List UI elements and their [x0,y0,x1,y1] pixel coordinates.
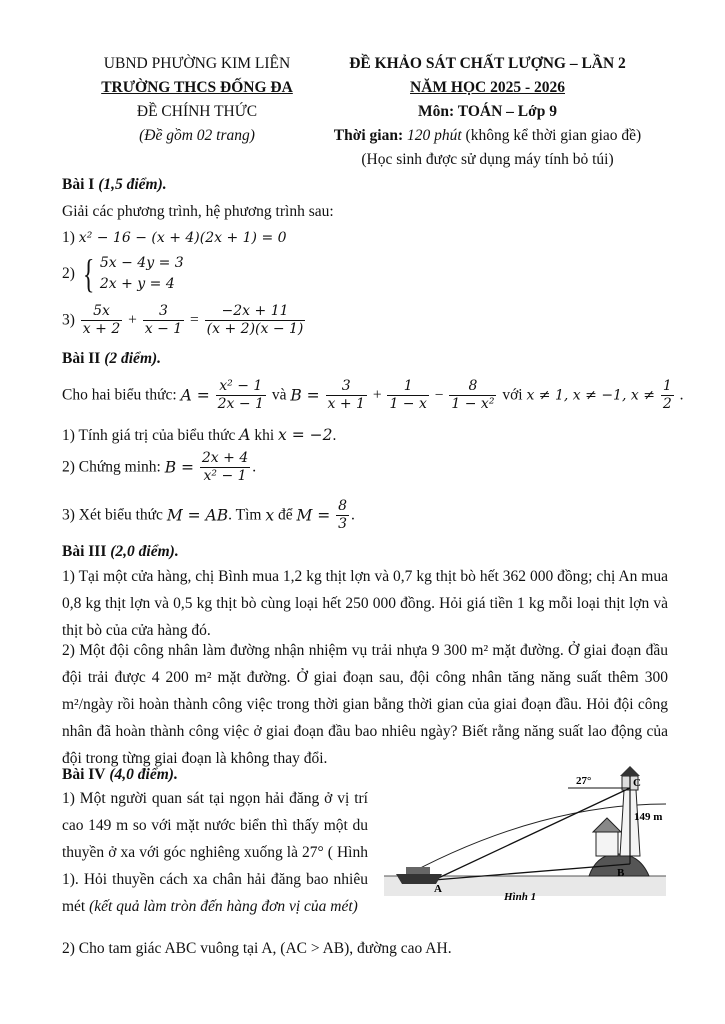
angle-label: 27° [576,775,592,787]
bai2-intro: Cho hai biểu thức: A = $\frac{\text{x² − 1}}{2x - 1}$ và B = $\frac{3}{x + 1}$ + $\frac{1}{1 - x}$ − $\frac{8}{\text{1 − x²}}$ với x ≠ 1, x ≠ −1, x ≠ $\frac{1}{2}$ . [62,378,684,412]
time-line: Thời gian: 120 phút (không kể thời gian giao đề) [333,127,642,144]
bai2-q3: 3) Xét biểu thức M = AB. Tìm x để M = $\frac{8}{3}$ . [62,498,355,532]
official-label: ĐỀ CHÍNH THỨC [136,103,258,120]
bai1-heading: Bài I (1,5 điểm). [62,176,167,193]
lighthouse-figure [384,764,666,914]
bai2-q1: 1) Tính giá trị của biểu thức A khi x = −2. [62,426,337,444]
point-a-label: A [434,883,442,895]
header-right [300,52,675,172]
calculator-note: (Học sinh được sử dụng máy tính bỏ túi) [361,151,614,168]
bai2-q2: 2) Chứng minh: B = $\frac{2x + 4}{\text{x² − 1}}$ . [62,450,257,484]
bai1-intro: Giải các phương trình, hệ phương trình sau: [62,203,334,220]
height-label: 149 m [634,811,663,823]
figure-caption: Hình 1 [504,891,537,903]
point-c-label: C [633,777,641,789]
point-b-label: B [617,867,625,879]
bai4-problem-1: 1) Một người quan sát tại ngọn hải đăng ở vị trí cao 149 m so với mặt nước biển thì thấy một du thuyền ở xa với góc nghiêng xuống là 27° ( Hình 1). Hỏi thuyền cách xa chân hải đăng bao nhiêu mét (kết quả làm tròn đến hàng đơn vị của mét) [62,790,368,915]
ward-name: UBND PHƯỜNG KIM LIÊN [103,55,291,72]
page-count-note: (Đề gồm 02 trang) [139,127,255,144]
exam-title: ĐỀ KHẢO SÁT CHẤT LƯỢNG – LẦN 2 [349,55,626,72]
bai2-heading: Bài II (2 điểm). [62,350,162,367]
keeper-house [596,832,618,856]
bai1-q1: 1) x² − 16 − (x + 4)(2x + 1) = 0 [62,229,287,246]
header-left [62,52,332,148]
bai3-heading: Bài III (2,0 điểm). [62,543,179,560]
bai3-problem-2: 2) Một đội công nhân làm đường nhận nhiệm vụ trải nhựa 9 300 m² mặt đường. Ở giai đoạn đầu đội trải được 4 200 m² mặt đường. Ở giai đoạn sau, đội công nhân tăng năng suất thêm 300 m²/ngày rồi hoàn thành công việc trong thời gian bằng thời gian của giai đoạn đầu. Hỏi đội công nhân đã hoàn thành công việc ở giai đoạn đầu bao nhiêu ngày? Biết rằng năng suất lao động của đội trong từng giai đoạn là không thay đổi. [62,642,668,767]
school-year: NĂM HỌC 2025 - 2026 [410,79,565,96]
bai4-heading: Bài IV (4,0 điểm). [62,766,178,783]
bai4-problem-2: 2) Cho tam giác ABC vuông tại A, (AC > AB), đường cao AH. [62,940,452,957]
subject: Môn: TOÁN – Lớp 9 [418,103,557,120]
bai3-problem-1: 1) Tại một cửa hàng, chị Bình mua 1,2 kg thịt lợn và 0,7 kg thịt bò hết 362 000 đồng; chị An mua 0,8 kg thịt lợn và 0,5 kg thịt bò cùng loại hết 250 000 đồng. Hỏi giá tiền 1 kg mỗi loại thịt lợn và thịt bò của cửa hàng đó. [62,568,668,639]
bai1-q3: 3) $\frac{5x}{x + 2}$ + $\frac{3}{x - 1}$ = $\frac{-2x + 11}{(x + 2)(x - 1)}$ [62,303,304,337]
system-brace: { [82,251,95,296]
bai1-q2: 2) { 5x − 4y = 3 2x + y = 4 [62,251,184,296]
school-name: TRƯỜNG THCS ĐỐNG ĐA [101,79,293,96]
